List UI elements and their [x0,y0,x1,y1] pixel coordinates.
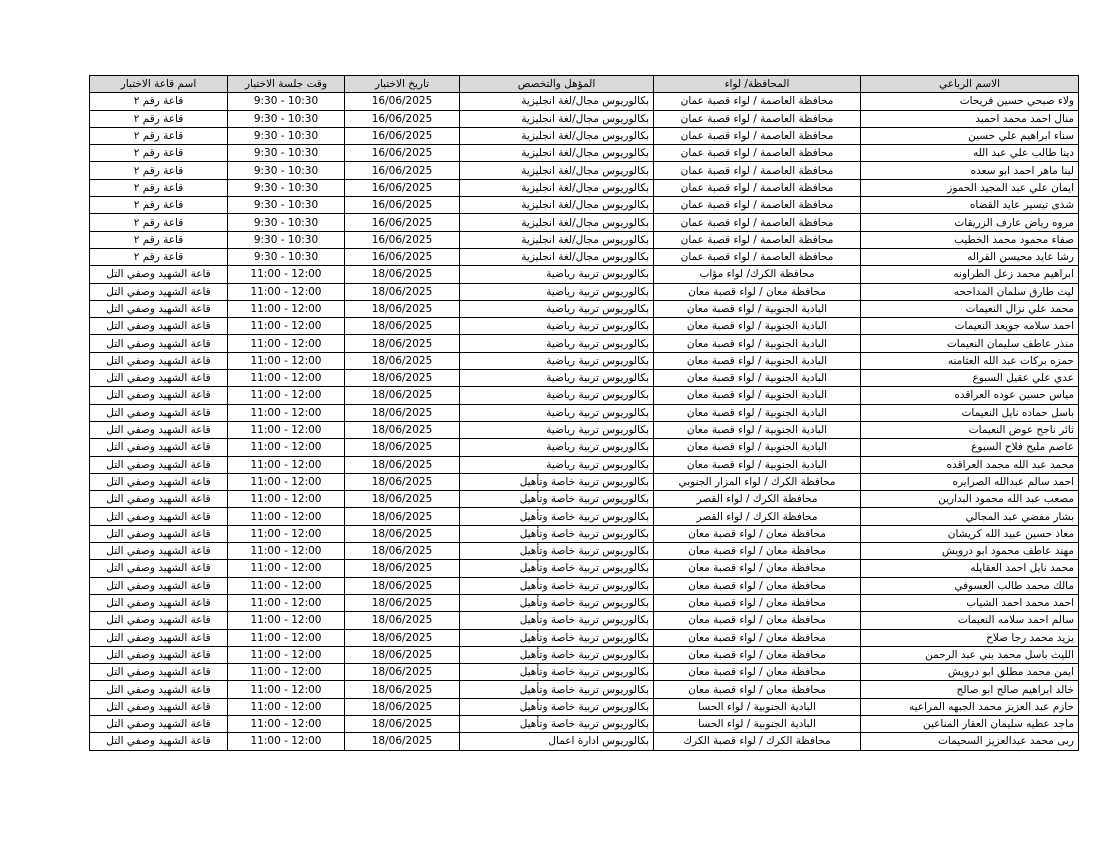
cell-room: قاعة الشهيد وصفي التل [90,508,228,525]
cell-time: 11:00 - 12:00 [228,439,345,456]
cell-qualification: بكالوريوس تربية خاصة وتأهيل [460,681,654,698]
cell-date: 18/06/2025 [345,733,460,750]
cell-name: الليث باسل محمد بني عبد الرحمن [861,646,1079,663]
cell-room: قاعة الشهيد وصفي التل [90,733,228,750]
cell-qualification: بكالوريوس تربية رياضية [460,283,654,300]
cell-room: قاعة الشهيد وصفي التل [90,577,228,594]
cell-name: ابراهيم محمد زعل الطراونه [861,266,1079,283]
cell-room: قاعة رقم ٢ [90,248,228,265]
table-row [90,162,1079,179]
cell-name: بشار مفضي عبد المجالي [861,508,1079,525]
cell-room: قاعة الشهيد وصفي التل [90,698,228,715]
cell-name: محمد عبد الله محمد العراقده [861,456,1079,473]
cell-time: 11:00 - 12:00 [228,473,345,490]
exam-schedule-table [89,75,1079,751]
cell-time: 11:00 - 12:00 [228,681,345,698]
cell-time: 11:00 - 12:00 [228,456,345,473]
cell-date: 16/06/2025 [345,145,460,162]
cell-name: مالك محمد طالب العسوفي [861,577,1079,594]
table-row [90,421,1079,438]
cell-date: 18/06/2025 [345,404,460,421]
exam-schedule-sheet [89,75,1078,751]
cell-governorate: محافظة معان / لواء قصبة معان [654,560,861,577]
cell-room: قاعة الشهيد وصفي التل [90,283,228,300]
cell-date: 18/06/2025 [345,646,460,663]
cell-room: قاعة الشهيد وصفي التل [90,300,228,317]
table-row [90,179,1079,196]
cell-room: قاعة رقم ٢ [90,162,228,179]
cell-room: قاعة الشهيد وصفي التل [90,715,228,732]
cell-governorate: البادية الجنوبية / لواء قصبة معان [654,300,861,317]
cell-name: منال احمد محمد احميد [861,110,1079,127]
cell-governorate: محافظة العاصمة / لواء قصبة عمان [654,93,861,110]
cell-room: قاعة رقم ٢ [90,179,228,196]
cell-name: عاصم مليح فلاح السبوع [861,439,1079,456]
cell-date: 16/06/2025 [345,93,460,110]
table-row [90,93,1079,110]
cell-room: قاعة الشهيد وصفي التل [90,370,228,387]
table-row [90,664,1079,681]
cell-governorate: محافظة العاصمة / لواء قصبة عمان [654,145,861,162]
table-row [90,715,1079,732]
cell-name: يزيد محمد رجا صلاح [861,629,1079,646]
cell-date: 16/06/2025 [345,197,460,214]
cell-governorate: محافظة معان / لواء قصبة معان [654,629,861,646]
cell-date: 18/06/2025 [345,473,460,490]
cell-qualification: بكالوريوس تربية خاصة وتأهيل [460,577,654,594]
table-row [90,491,1079,508]
cell-name: محمد علي نزال النعيمات [861,300,1079,317]
cell-qualification: بكالوريوس تربية رياضية [460,318,654,335]
cell-qualification: بكالوريوس تربية خاصة وتأهيل [460,612,654,629]
table-row [90,335,1079,352]
cell-qualification: بكالوريوس مجال/لغة انجليزية [460,179,654,196]
cell-qualification: بكالوريوس تربية خاصة وتأهيل [460,491,654,508]
cell-room: قاعة الشهيد وصفي التل [90,439,228,456]
cell-date: 18/06/2025 [345,715,460,732]
cell-governorate: محافظة معان / لواء قصبة معان [654,594,861,611]
cell-name: ايمن محمد مطلق ابو درويش [861,664,1079,681]
cell-name: مياس حسين عوده العراقده [861,387,1079,404]
cell-qualification: بكالوريوس تربية رياضية [460,352,654,369]
table-row [90,248,1079,265]
table-row [90,300,1079,317]
table-row [90,681,1079,698]
table-row [90,266,1079,283]
table-row [90,197,1079,214]
cell-date: 18/06/2025 [345,387,460,404]
cell-governorate: البادية الجنوبية / لواء قصبة معان [654,456,861,473]
cell-name: احمد سالم عبدالله الصرايره [861,473,1079,490]
cell-date: 18/06/2025 [345,508,460,525]
header-name: الاسم الرباعي [861,76,1079,93]
cell-time: 11:00 - 12:00 [228,560,345,577]
cell-date: 18/06/2025 [345,283,460,300]
cell-room: قاعة الشهيد وصفي التل [90,664,228,681]
cell-date: 16/06/2025 [345,214,460,231]
cell-governorate: محافظة معان / لواء قصبة معان [654,543,861,560]
cell-name: حمزه بركات عبد الله العثامنه [861,352,1079,369]
cell-governorate: محافظة العاصمة / لواء قصبة عمان [654,162,861,179]
cell-time: 9:30 - 10:30 [228,145,345,162]
cell-room: قاعة الشهيد وصفي التل [90,525,228,542]
cell-date: 16/06/2025 [345,110,460,127]
cell-time: 11:00 - 12:00 [228,594,345,611]
cell-time: 11:00 - 12:00 [228,612,345,629]
cell-date: 16/06/2025 [345,248,460,265]
table-row [90,214,1079,231]
cell-room: قاعة الشهيد وصفي التل [90,318,228,335]
cell-name: احمد محمد احمد الشياب [861,594,1079,611]
cell-governorate: البادية الجنوبية / لواء قصبة معان [654,439,861,456]
cell-governorate: البادية الجنوبية / لواء الحسا [654,715,861,732]
header-date: تاريخ الاختبار [345,76,460,93]
cell-governorate: محافظة العاصمة / لواء قصبة عمان [654,231,861,248]
cell-time: 9:30 - 10:30 [228,179,345,196]
cell-name: حازم عبد العزيز محمد الجبهه المراعيه [861,698,1079,715]
cell-name: سالم احمد سلامه النعيمات [861,612,1079,629]
header-qualification: المؤهل والتخصص [460,76,654,93]
cell-time: 11:00 - 12:00 [228,283,345,300]
cell-room: قاعة الشهيد وصفي التل [90,560,228,577]
cell-qualification: بكالوريوس مجال/لغة انجليزية [460,127,654,144]
cell-time: 11:00 - 12:00 [228,629,345,646]
cell-qualification: بكالوريوس تربية رياضية [460,387,654,404]
cell-governorate: محافظة العاصمة / لواء قصبة عمان [654,179,861,196]
table-row [90,508,1079,525]
cell-date: 16/06/2025 [345,127,460,144]
cell-name: دينا طالب علي عبد الله [861,145,1079,162]
table-row [90,404,1079,421]
cell-time: 11:00 - 12:00 [228,525,345,542]
cell-date: 18/06/2025 [345,491,460,508]
cell-qualification: بكالوريوس تربية خاصة وتأهيل [460,664,654,681]
cell-time: 11:00 - 12:00 [228,300,345,317]
cell-qualification: بكالوريوس تربية رياضية [460,404,654,421]
cell-qualification: بكالوريوس ادارة اعمال [460,733,654,750]
cell-name: ربى محمد عبدالعزيز السحيمات [861,733,1079,750]
cell-governorate: محافظة العاصمة / لواء قصبة عمان [654,127,861,144]
cell-room: قاعة الشهيد وصفي التل [90,456,228,473]
cell-room: قاعة الشهيد وصفي التل [90,646,228,663]
cell-name: احمد سلامه جويعد النعيمات [861,318,1079,335]
cell-room: قاعة الشهيد وصفي التل [90,421,228,438]
cell-qualification: بكالوريوس تربية رياضية [460,439,654,456]
cell-room: قاعة الشهيد وصفي التل [90,594,228,611]
cell-time: 11:00 - 12:00 [228,508,345,525]
cell-name: شذى تيسير عايد القضاه [861,197,1079,214]
cell-name: ليث طارق سلمان المداححه [861,283,1079,300]
cell-date: 18/06/2025 [345,594,460,611]
cell-date: 18/06/2025 [345,681,460,698]
table-row [90,577,1079,594]
cell-qualification: بكالوريوس تربية خاصة وتأهيل [460,646,654,663]
cell-date: 18/06/2025 [345,335,460,352]
cell-qualification: بكالوريوس تربية خاصة وتأهيل [460,525,654,542]
table-row [90,560,1079,577]
cell-time: 11:00 - 12:00 [228,404,345,421]
cell-room: قاعة الشهيد وصفي التل [90,473,228,490]
cell-time: 11:00 - 12:00 [228,318,345,335]
cell-time: 11:00 - 12:00 [228,646,345,663]
cell-time: 11:00 - 12:00 [228,577,345,594]
cell-governorate: محافظة العاصمة / لواء قصبة عمان [654,248,861,265]
cell-time: 11:00 - 12:00 [228,335,345,352]
table-row [90,473,1079,490]
cell-room: قاعة رقم ٢ [90,197,228,214]
cell-qualification: بكالوريوس تربية رياضية [460,266,654,283]
cell-qualification: بكالوريوس مجال/لغة انجليزية [460,162,654,179]
cell-name: رشا عايد محيسن القراله [861,248,1079,265]
cell-name: صفاء محمود محمد الخطيب [861,231,1079,248]
header-row [90,76,1079,93]
cell-name: منذر عاطف سليمان النعيمات [861,335,1079,352]
cell-governorate: محافظة معان / لواء قصبة معان [654,681,861,698]
cell-time: 9:30 - 10:30 [228,197,345,214]
cell-governorate: محافظة الكرك / لواء القصر [654,508,861,525]
cell-governorate: البادية الجنوبية / لواء قصبة معان [654,370,861,387]
table-row [90,525,1079,542]
cell-room: قاعة رقم ٢ [90,93,228,110]
cell-time: 9:30 - 10:30 [228,214,345,231]
cell-governorate: محافظة العاصمة / لواء قصبة عمان [654,214,861,231]
cell-governorate: البادية الجنوبية / لواء قصبة معان [654,352,861,369]
table-row [90,698,1079,715]
cell-room: قاعة رقم ٢ [90,145,228,162]
table-row [90,370,1079,387]
cell-date: 18/06/2025 [345,421,460,438]
cell-time: 11:00 - 12:00 [228,266,345,283]
cell-qualification: بكالوريوس تربية رياضية [460,370,654,387]
cell-name: ماجد عطيه سليمان العقار المناعين [861,715,1079,732]
cell-time: 11:00 - 12:00 [228,421,345,438]
cell-governorate: محافظة العاصمة / لواء قصبة عمان [654,197,861,214]
cell-name: عدي علي عقيل السبوع [861,370,1079,387]
cell-governorate: محافظة العاصمة / لواء قصبة عمان [654,110,861,127]
cell-qualification: بكالوريوس مجال/لغة انجليزية [460,214,654,231]
cell-time: 11:00 - 12:00 [228,664,345,681]
cell-governorate: البادية الجنوبية / لواء قصبة معان [654,387,861,404]
cell-qualification: بكالوريوس مجال/لغة انجليزية [460,197,654,214]
cell-date: 18/06/2025 [345,664,460,681]
cell-date: 16/06/2025 [345,231,460,248]
cell-time: 9:30 - 10:30 [228,127,345,144]
table-row [90,318,1079,335]
cell-room: قاعة رقم ٢ [90,110,228,127]
header-governorate: المحافظة/ لواء [654,76,861,93]
cell-governorate: محافظة معان / لواء قصبة معان [654,612,861,629]
cell-governorate: محافظة الكرك / لواء قصبة الكرك [654,733,861,750]
cell-date: 18/06/2025 [345,318,460,335]
cell-qualification: بكالوريوس تربية خاصة وتأهيل [460,629,654,646]
cell-date: 18/06/2025 [345,543,460,560]
cell-name: مروه رياض عارف الزريقات [861,214,1079,231]
cell-name: ثائر ناجح عوض النعيمات [861,421,1079,438]
table-row [90,231,1079,248]
cell-qualification: بكالوريوس مجال/لغة انجليزية [460,231,654,248]
cell-governorate: البادية الجنوبية / لواء قصبة معان [654,318,861,335]
table-body [90,93,1079,750]
cell-room: قاعة الشهيد وصفي التل [90,404,228,421]
cell-governorate: محافظة الكرك / لواء القصر [654,491,861,508]
cell-qualification: بكالوريوس تربية رياضية [460,421,654,438]
cell-governorate: محافظة الكرك / لواء المزار الجنوبي [654,473,861,490]
cell-room: قاعة الشهيد وصفي التل [90,681,228,698]
cell-room: قاعة الشهيد وصفي التل [90,612,228,629]
cell-governorate: محافظة معان / لواء قصبة معان [654,646,861,663]
cell-governorate: البادية الجنوبية / لواء قصبة معان [654,404,861,421]
cell-governorate: البادية الجنوبية / لواء الحسا [654,698,861,715]
cell-governorate: محافظة معان / لواء قصبة معان [654,577,861,594]
cell-date: 18/06/2025 [345,698,460,715]
cell-room: قاعة الشهيد وصفي التل [90,629,228,646]
cell-name: محمد نايل احمد العقايله [861,560,1079,577]
cell-qualification: بكالوريوس تربية رياضية [460,335,654,352]
cell-date: 18/06/2025 [345,456,460,473]
table-row [90,456,1079,473]
cell-qualification: بكالوريوس تربية رياضية [460,456,654,473]
cell-date: 18/06/2025 [345,370,460,387]
cell-room: قاعة الشهيد وصفي التل [90,387,228,404]
cell-date: 18/06/2025 [345,560,460,577]
cell-name: خالد ابراهيم صالح ابو صالح [861,681,1079,698]
cell-qualification: بكالوريوس تربية خاصة وتأهيل [460,473,654,490]
cell-qualification: بكالوريوس مجال/لغة انجليزية [460,145,654,162]
cell-qualification: بكالوريوس مجال/لغة انجليزية [460,93,654,110]
cell-date: 18/06/2025 [345,439,460,456]
table-row [90,145,1079,162]
cell-room: قاعة الشهيد وصفي التل [90,491,228,508]
table-row [90,612,1079,629]
cell-room: قاعة الشهيد وصفي التل [90,335,228,352]
cell-name: باسل حماده نايل النعيمات [861,404,1079,421]
cell-time: 11:00 - 12:00 [228,715,345,732]
header-time: وقت جلسة الاختبار [228,76,345,93]
table-row [90,387,1079,404]
cell-time: 9:30 - 10:30 [228,248,345,265]
cell-room: قاعة الشهيد وصفي التل [90,352,228,369]
cell-governorate: محافظة الكرك/ لواء مؤاب [654,266,861,283]
cell-qualification: بكالوريوس تربية خاصة وتأهيل [460,508,654,525]
cell-date: 18/06/2025 [345,300,460,317]
cell-governorate: محافظة معان / لواء قصبة معان [654,525,861,542]
table-row [90,110,1079,127]
cell-time: 11:00 - 12:00 [228,387,345,404]
cell-room: قاعة الشهيد وصفي التل [90,266,228,283]
cell-time: 9:30 - 10:30 [228,162,345,179]
cell-date: 18/06/2025 [345,612,460,629]
cell-date: 18/06/2025 [345,352,460,369]
cell-governorate: البادية الجنوبية / لواء قصبة معان [654,421,861,438]
cell-name: مهند عاطف محمود ابو درويش [861,543,1079,560]
cell-time: 11:00 - 12:00 [228,352,345,369]
cell-room: قاعة رقم ٢ [90,127,228,144]
cell-date: 18/06/2025 [345,577,460,594]
cell-name: لينا ماهر احمد ابو سعده [861,162,1079,179]
cell-qualification: بكالوريوس تربية خاصة وتأهيل [460,560,654,577]
cell-time: 11:00 - 12:00 [228,491,345,508]
cell-date: 18/06/2025 [345,629,460,646]
cell-date: 16/06/2025 [345,162,460,179]
cell-qualification: بكالوريوس تربية خاصة وتأهيل [460,594,654,611]
cell-time: 9:30 - 10:30 [228,231,345,248]
table-row [90,594,1079,611]
cell-date: 16/06/2025 [345,179,460,196]
cell-qualification: بكالوريوس تربية خاصة وتأهيل [460,543,654,560]
header-room: اسم قاعة الاختبار [90,76,228,93]
cell-governorate: محافظة معان / لواء قصبة معان [654,664,861,681]
cell-qualification: بكالوريوس مجال/لغة انجليزية [460,110,654,127]
cell-time: 9:30 - 10:30 [228,110,345,127]
cell-qualification: بكالوريوس تربية خاصة وتأهيل [460,715,654,732]
cell-qualification: بكالوريوس تربية خاصة وتأهيل [460,698,654,715]
cell-time: 11:00 - 12:00 [228,370,345,387]
cell-date: 18/06/2025 [345,266,460,283]
table-row [90,352,1079,369]
cell-room: قاعة الشهيد وصفي التل [90,543,228,560]
cell-name: ايمان علي عبد المجيد الحموز [861,179,1079,196]
cell-time: 11:00 - 12:00 [228,733,345,750]
table-row [90,733,1079,750]
table-row [90,629,1079,646]
table-row [90,646,1079,663]
cell-name: مصعب عبد الله محمود البدارين [861,491,1079,508]
table-row [90,439,1079,456]
cell-qualification: بكالوريوس تربية رياضية [460,300,654,317]
cell-governorate: محافظة معان / لواء قصبة معان [654,283,861,300]
cell-room: قاعة رقم ٢ [90,214,228,231]
table-row [90,283,1079,300]
table-row [90,127,1079,144]
cell-time: 11:00 - 12:00 [228,698,345,715]
cell-time: 11:00 - 12:00 [228,543,345,560]
table-row [90,543,1079,560]
cell-name: سناء ابراهيم علي حسين [861,127,1079,144]
cell-room: قاعة رقم ٢ [90,231,228,248]
cell-date: 18/06/2025 [345,525,460,542]
cell-name: معاذ حسين عبيد الله كريشان [861,525,1079,542]
cell-governorate: البادية الجنوبية / لواء قصبة معان [654,335,861,352]
cell-time: 9:30 - 10:30 [228,93,345,110]
cell-qualification: بكالوريوس مجال/لغة انجليزية [460,248,654,265]
cell-name: ولاء صبحي حسين فريحات [861,93,1079,110]
